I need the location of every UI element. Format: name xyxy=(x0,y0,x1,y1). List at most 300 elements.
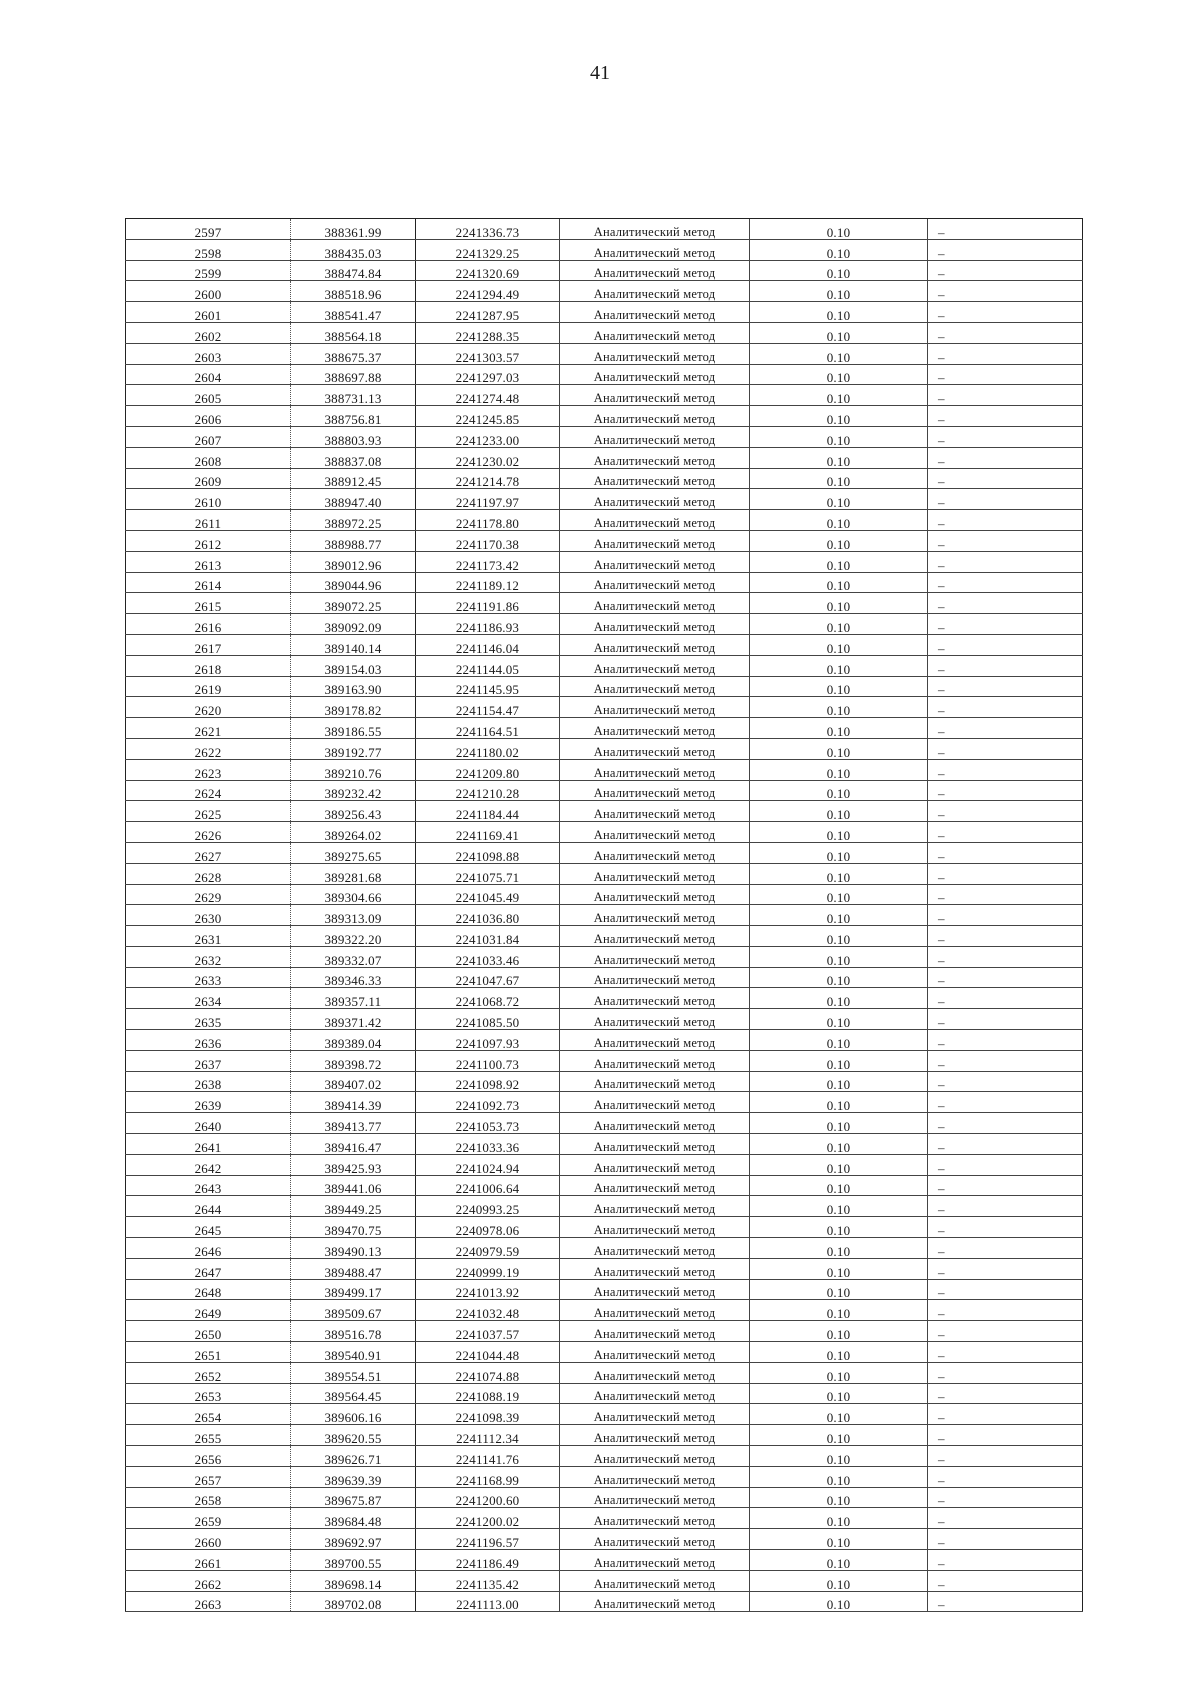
y-coordinate-cell: 2241112.34 xyxy=(416,1425,560,1446)
method-cell: Аналитический метод xyxy=(560,926,750,947)
table-row xyxy=(126,780,1083,801)
accuracy-cell: 0.10 xyxy=(750,1217,928,1238)
accuracy-cell: 0.10 xyxy=(750,1196,928,1217)
table-row xyxy=(126,1300,1083,1321)
point-number-cell: 2655 xyxy=(126,1425,291,1446)
point-number-cell: 2623 xyxy=(126,759,291,780)
accuracy-cell: 0.10 xyxy=(750,406,928,427)
y-coordinate-cell: 2241097.93 xyxy=(416,1030,560,1051)
x-coordinate-cell: 389178.82 xyxy=(291,697,416,718)
note-cell: – xyxy=(928,1217,1083,1238)
note-cell: – xyxy=(928,1258,1083,1279)
point-number-cell: 2625 xyxy=(126,801,291,822)
note-cell: – xyxy=(928,239,1083,260)
point-number-cell: 2662 xyxy=(126,1570,291,1591)
y-coordinate-cell: 2241085.50 xyxy=(416,1009,560,1030)
note-cell: – xyxy=(928,385,1083,406)
table-row xyxy=(126,343,1083,364)
accuracy-cell: 0.10 xyxy=(750,1466,928,1487)
table-row xyxy=(126,1175,1083,1196)
note-cell: – xyxy=(928,551,1083,572)
table-row xyxy=(126,1404,1083,1425)
note-cell: – xyxy=(928,1550,1083,1571)
accuracy-cell: 0.10 xyxy=(750,926,928,947)
note-cell: – xyxy=(928,863,1083,884)
method-cell: Аналитический метод xyxy=(560,530,750,551)
accuracy-cell: 0.10 xyxy=(750,510,928,531)
table-row xyxy=(126,260,1083,281)
note-cell: – xyxy=(928,842,1083,863)
method-cell: Аналитический метод xyxy=(560,593,750,614)
x-coordinate-cell: 389684.48 xyxy=(291,1508,416,1529)
note-cell: – xyxy=(928,530,1083,551)
accuracy-cell: 0.10 xyxy=(750,1446,928,1467)
accuracy-cell: 0.10 xyxy=(750,842,928,863)
y-coordinate-cell: 2241144.05 xyxy=(416,655,560,676)
y-coordinate-cell: 2241098.88 xyxy=(416,842,560,863)
note-cell: – xyxy=(928,967,1083,988)
table-row xyxy=(126,655,1083,676)
point-number-cell: 2615 xyxy=(126,593,291,614)
y-coordinate-cell: 2241088.19 xyxy=(416,1383,560,1404)
accuracy-cell: 0.10 xyxy=(750,1383,928,1404)
point-number-cell: 2659 xyxy=(126,1508,291,1529)
y-coordinate-cell: 2241294.49 xyxy=(416,281,560,302)
table-row xyxy=(126,1071,1083,1092)
table-row xyxy=(126,738,1083,759)
table-row xyxy=(126,1113,1083,1134)
note-cell: – xyxy=(928,614,1083,635)
y-coordinate-cell: 2241197.97 xyxy=(416,489,560,510)
table-row xyxy=(126,1383,1083,1404)
point-number-cell: 2641 xyxy=(126,1134,291,1155)
method-cell: Аналитический метод xyxy=(560,219,750,240)
table-row xyxy=(126,385,1083,406)
table-row xyxy=(126,1487,1083,1508)
table-row xyxy=(126,614,1083,635)
accuracy-cell: 0.10 xyxy=(750,489,928,510)
accuracy-cell: 0.10 xyxy=(750,1030,928,1051)
x-coordinate-cell: 389564.45 xyxy=(291,1383,416,1404)
y-coordinate-cell: 2241045.49 xyxy=(416,884,560,905)
x-coordinate-cell: 389441.06 xyxy=(291,1175,416,1196)
point-number-cell: 2645 xyxy=(126,1217,291,1238)
x-coordinate-cell: 389313.09 xyxy=(291,905,416,926)
method-cell: Аналитический метод xyxy=(560,1009,750,1030)
accuracy-cell: 0.10 xyxy=(750,801,928,822)
point-number-cell: 2611 xyxy=(126,510,291,531)
accuracy-cell: 0.10 xyxy=(750,1425,928,1446)
point-number-cell: 2660 xyxy=(126,1529,291,1550)
y-coordinate-cell: 2241245.85 xyxy=(416,406,560,427)
table-row xyxy=(126,239,1083,260)
method-cell: Аналитический метод xyxy=(560,1466,750,1487)
accuracy-cell: 0.10 xyxy=(750,572,928,593)
method-cell: Аналитический метод xyxy=(560,1321,750,1342)
accuracy-cell: 0.10 xyxy=(750,946,928,967)
x-coordinate-cell: 388518.96 xyxy=(291,281,416,302)
x-coordinate-cell: 388803.93 xyxy=(291,426,416,447)
method-cell: Аналитический метод xyxy=(560,697,750,718)
note-cell: – xyxy=(928,1425,1083,1446)
note-cell: – xyxy=(928,1050,1083,1071)
table-row xyxy=(126,1321,1083,1342)
table-row xyxy=(126,281,1083,302)
point-number-cell: 2616 xyxy=(126,614,291,635)
note-cell: – xyxy=(928,1362,1083,1383)
note-cell: – xyxy=(928,322,1083,343)
note-cell: – xyxy=(928,593,1083,614)
method-cell: Аналитический метод xyxy=(560,1508,750,1529)
table-row xyxy=(126,593,1083,614)
accuracy-cell: 0.10 xyxy=(750,468,928,489)
note-cell: – xyxy=(928,926,1083,947)
table-row xyxy=(126,801,1083,822)
point-number-cell: 2618 xyxy=(126,655,291,676)
x-coordinate-cell: 389072.25 xyxy=(291,593,416,614)
x-coordinate-cell: 388731.13 xyxy=(291,385,416,406)
y-coordinate-cell: 2241047.67 xyxy=(416,967,560,988)
method-cell: Аналитический метод xyxy=(560,1362,750,1383)
x-coordinate-cell: 389692.97 xyxy=(291,1529,416,1550)
accuracy-cell: 0.10 xyxy=(750,1321,928,1342)
point-number-cell: 2644 xyxy=(126,1196,291,1217)
y-coordinate-cell: 2241036.80 xyxy=(416,905,560,926)
accuracy-cell: 0.10 xyxy=(750,718,928,739)
y-coordinate-cell: 2241164.51 xyxy=(416,718,560,739)
accuracy-cell: 0.10 xyxy=(750,302,928,323)
y-coordinate-cell: 2241024.94 xyxy=(416,1154,560,1175)
x-coordinate-cell: 389371.42 xyxy=(291,1009,416,1030)
y-coordinate-cell: 2241230.02 xyxy=(416,447,560,468)
note-cell: – xyxy=(928,406,1083,427)
x-coordinate-cell: 389275.65 xyxy=(291,842,416,863)
point-number-cell: 2628 xyxy=(126,863,291,884)
point-number-cell: 2652 xyxy=(126,1362,291,1383)
point-number-cell: 2617 xyxy=(126,634,291,655)
x-coordinate-cell: 388972.25 xyxy=(291,510,416,531)
table-row xyxy=(126,364,1083,385)
x-coordinate-cell: 389163.90 xyxy=(291,676,416,697)
note-cell: – xyxy=(928,1446,1083,1467)
note-cell: – xyxy=(928,260,1083,281)
y-coordinate-cell: 2241336.73 xyxy=(416,219,560,240)
method-cell: Аналитический метод xyxy=(560,1092,750,1113)
x-coordinate-cell: 389407.02 xyxy=(291,1071,416,1092)
x-coordinate-cell: 389449.25 xyxy=(291,1196,416,1217)
x-coordinate-cell: 389256.43 xyxy=(291,801,416,822)
x-coordinate-cell: 389698.14 xyxy=(291,1570,416,1591)
method-cell: Аналитический метод xyxy=(560,1113,750,1134)
table-row xyxy=(126,468,1083,489)
accuracy-cell: 0.10 xyxy=(750,1092,928,1113)
accuracy-cell: 0.10 xyxy=(750,822,928,843)
method-cell: Аналитический метод xyxy=(560,842,750,863)
table-row xyxy=(126,634,1083,655)
method-cell: Аналитический метод xyxy=(560,1196,750,1217)
note-cell: – xyxy=(928,1300,1083,1321)
method-cell: Аналитический метод xyxy=(560,1342,750,1363)
accuracy-cell: 0.10 xyxy=(750,1404,928,1425)
table-row xyxy=(126,926,1083,947)
x-coordinate-cell: 389413.77 xyxy=(291,1113,416,1134)
method-cell: Аналитический метод xyxy=(560,614,750,635)
table-row xyxy=(126,1238,1083,1259)
point-number-cell: 2661 xyxy=(126,1550,291,1571)
table-row xyxy=(126,1446,1083,1467)
x-coordinate-cell: 389425.93 xyxy=(291,1154,416,1175)
accuracy-cell: 0.10 xyxy=(750,551,928,572)
accuracy-cell: 0.10 xyxy=(750,1258,928,1279)
y-coordinate-cell: 2241113.00 xyxy=(416,1591,560,1612)
accuracy-cell: 0.10 xyxy=(750,530,928,551)
accuracy-cell: 0.10 xyxy=(750,239,928,260)
method-cell: Аналитический метод xyxy=(560,634,750,655)
point-number-cell: 2599 xyxy=(126,260,291,281)
table-row xyxy=(126,988,1083,1009)
point-number-cell: 2639 xyxy=(126,1092,291,1113)
note-cell: – xyxy=(928,1279,1083,1300)
accuracy-cell: 0.10 xyxy=(750,364,928,385)
point-number-cell: 2607 xyxy=(126,426,291,447)
note-cell: – xyxy=(928,364,1083,385)
table-row xyxy=(126,1279,1083,1300)
accuracy-cell: 0.10 xyxy=(750,1071,928,1092)
table-row xyxy=(126,447,1083,468)
note-cell: – xyxy=(928,634,1083,655)
table-row xyxy=(126,946,1083,967)
accuracy-cell: 0.10 xyxy=(750,614,928,635)
point-number-cell: 2604 xyxy=(126,364,291,385)
point-number-cell: 2600 xyxy=(126,281,291,302)
x-coordinate-cell: 389092.09 xyxy=(291,614,416,635)
note-cell: – xyxy=(928,1030,1083,1051)
point-number-cell: 2656 xyxy=(126,1446,291,1467)
point-number-cell: 2651 xyxy=(126,1342,291,1363)
method-cell: Аналитический метод xyxy=(560,822,750,843)
accuracy-cell: 0.10 xyxy=(750,426,928,447)
x-coordinate-cell: 389470.75 xyxy=(291,1217,416,1238)
accuracy-cell: 0.10 xyxy=(750,1529,928,1550)
y-coordinate-cell: 2241031.84 xyxy=(416,926,560,947)
x-coordinate-cell: 389192.77 xyxy=(291,738,416,759)
x-coordinate-cell: 389232.42 xyxy=(291,780,416,801)
point-number-cell: 2650 xyxy=(126,1321,291,1342)
note-cell: – xyxy=(928,1092,1083,1113)
method-cell: Аналитический метод xyxy=(560,718,750,739)
y-coordinate-cell: 2241068.72 xyxy=(416,988,560,1009)
table-row xyxy=(126,759,1083,780)
accuracy-cell: 0.10 xyxy=(750,634,928,655)
table-row xyxy=(126,1134,1083,1155)
x-coordinate-cell: 388912.45 xyxy=(291,468,416,489)
x-coordinate-cell: 389639.39 xyxy=(291,1466,416,1487)
table-row xyxy=(126,697,1083,718)
x-coordinate-cell: 388435.03 xyxy=(291,239,416,260)
note-cell: – xyxy=(928,718,1083,739)
point-number-cell: 2642 xyxy=(126,1154,291,1175)
table-row xyxy=(126,967,1083,988)
method-cell: Аналитический метод xyxy=(560,1529,750,1550)
table-row xyxy=(126,302,1083,323)
point-number-cell: 2658 xyxy=(126,1487,291,1508)
accuracy-cell: 0.10 xyxy=(750,967,928,988)
point-number-cell: 2612 xyxy=(126,530,291,551)
accuracy-cell: 0.10 xyxy=(750,1342,928,1363)
note-cell: – xyxy=(928,1487,1083,1508)
table-row xyxy=(126,718,1083,739)
y-coordinate-cell: 2241044.48 xyxy=(416,1342,560,1363)
method-cell: Аналитический метод xyxy=(560,1217,750,1238)
point-number-cell: 2597 xyxy=(126,219,291,240)
point-number-cell: 2663 xyxy=(126,1591,291,1612)
table-row xyxy=(126,572,1083,593)
point-number-cell: 2636 xyxy=(126,1030,291,1051)
method-cell: Аналитический метод xyxy=(560,863,750,884)
y-coordinate-cell: 2241098.92 xyxy=(416,1071,560,1092)
method-cell: Аналитический метод xyxy=(560,1300,750,1321)
table-row xyxy=(126,1342,1083,1363)
y-coordinate-cell: 2241033.46 xyxy=(416,946,560,967)
note-cell: – xyxy=(928,1175,1083,1196)
table-row xyxy=(126,842,1083,863)
x-coordinate-cell: 389620.55 xyxy=(291,1425,416,1446)
note-cell: – xyxy=(928,1570,1083,1591)
note-cell: – xyxy=(928,697,1083,718)
note-cell: – xyxy=(928,1529,1083,1550)
point-number-cell: 2602 xyxy=(126,322,291,343)
x-coordinate-cell: 389154.03 xyxy=(291,655,416,676)
y-coordinate-cell: 2241146.04 xyxy=(416,634,560,655)
table-row xyxy=(126,1009,1083,1030)
x-coordinate-cell: 388675.37 xyxy=(291,343,416,364)
point-number-cell: 2633 xyxy=(126,967,291,988)
method-cell: Аналитический метод xyxy=(560,1383,750,1404)
point-number-cell: 2619 xyxy=(126,676,291,697)
note-cell: – xyxy=(928,281,1083,302)
method-cell: Аналитический метод xyxy=(560,489,750,510)
x-coordinate-cell: 389357.11 xyxy=(291,988,416,1009)
y-coordinate-cell: 2241033.36 xyxy=(416,1134,560,1155)
point-number-cell: 2643 xyxy=(126,1175,291,1196)
x-coordinate-cell: 389264.02 xyxy=(291,822,416,843)
table-row xyxy=(126,1258,1083,1279)
y-coordinate-cell: 2241154.47 xyxy=(416,697,560,718)
x-coordinate-cell: 389186.55 xyxy=(291,718,416,739)
table-row xyxy=(126,1425,1083,1446)
point-number-cell: 2622 xyxy=(126,738,291,759)
accuracy-cell: 0.10 xyxy=(750,780,928,801)
point-number-cell: 2637 xyxy=(126,1050,291,1071)
point-number-cell: 2646 xyxy=(126,1238,291,1259)
x-coordinate-cell: 388756.81 xyxy=(291,406,416,427)
method-cell: Аналитический метод xyxy=(560,1134,750,1155)
y-coordinate-cell: 2241329.25 xyxy=(416,239,560,260)
accuracy-cell: 0.10 xyxy=(750,1113,928,1134)
y-coordinate-cell: 2241013.92 xyxy=(416,1279,560,1300)
accuracy-cell: 0.10 xyxy=(750,738,928,759)
method-cell: Аналитический метод xyxy=(560,302,750,323)
y-coordinate-cell: 2241209.80 xyxy=(416,759,560,780)
x-coordinate-cell: 388564.18 xyxy=(291,322,416,343)
x-coordinate-cell: 389490.13 xyxy=(291,1238,416,1259)
point-number-cell: 2630 xyxy=(126,905,291,926)
method-cell: Аналитический метод xyxy=(560,364,750,385)
x-coordinate-cell: 388697.88 xyxy=(291,364,416,385)
accuracy-cell: 0.10 xyxy=(750,1362,928,1383)
y-coordinate-cell: 2241287.95 xyxy=(416,302,560,323)
note-cell: – xyxy=(928,1404,1083,1425)
note-cell: – xyxy=(928,219,1083,240)
point-number-cell: 2632 xyxy=(126,946,291,967)
method-cell: Аналитический метод xyxy=(560,1258,750,1279)
point-number-cell: 2601 xyxy=(126,302,291,323)
y-coordinate-cell: 2241189.12 xyxy=(416,572,560,593)
note-cell: – xyxy=(928,1342,1083,1363)
x-coordinate-cell: 389509.67 xyxy=(291,1300,416,1321)
method-cell: Аналитический метод xyxy=(560,385,750,406)
point-number-cell: 2635 xyxy=(126,1009,291,1030)
point-number-cell: 2605 xyxy=(126,385,291,406)
point-number-cell: 2621 xyxy=(126,718,291,739)
accuracy-cell: 0.10 xyxy=(750,988,928,1009)
note-cell: – xyxy=(928,572,1083,593)
x-coordinate-cell: 389044.96 xyxy=(291,572,416,593)
y-coordinate-cell: 2241196.57 xyxy=(416,1529,560,1550)
coordinates-table xyxy=(125,218,1083,1612)
accuracy-cell: 0.10 xyxy=(750,1154,928,1175)
note-cell: – xyxy=(928,1238,1083,1259)
x-coordinate-cell: 389210.76 xyxy=(291,759,416,780)
note-cell: – xyxy=(928,801,1083,822)
method-cell: Аналитический метод xyxy=(560,1487,750,1508)
note-cell: – xyxy=(928,1321,1083,1342)
method-cell: Аналитический метод xyxy=(560,572,750,593)
note-cell: – xyxy=(928,655,1083,676)
method-cell: Аналитический метод xyxy=(560,655,750,676)
method-cell: Аналитический метод xyxy=(560,1175,750,1196)
table-row xyxy=(126,1217,1083,1238)
point-number-cell: 2631 xyxy=(126,926,291,947)
table-row xyxy=(126,530,1083,551)
table-row xyxy=(126,1154,1083,1175)
x-coordinate-cell: 388541.47 xyxy=(291,302,416,323)
table-row xyxy=(126,1362,1083,1383)
x-coordinate-cell: 389675.87 xyxy=(291,1487,416,1508)
note-cell: – xyxy=(928,1071,1083,1092)
x-coordinate-cell: 389554.51 xyxy=(291,1362,416,1383)
method-cell: Аналитический метод xyxy=(560,510,750,531)
table-row xyxy=(126,551,1083,572)
y-coordinate-cell: 2241200.60 xyxy=(416,1487,560,1508)
y-coordinate-cell: 2241169.41 xyxy=(416,822,560,843)
table-row xyxy=(126,1092,1083,1113)
y-coordinate-cell: 2241210.28 xyxy=(416,780,560,801)
point-number-cell: 2609 xyxy=(126,468,291,489)
point-number-cell: 2608 xyxy=(126,447,291,468)
y-coordinate-cell: 2241180.02 xyxy=(416,738,560,759)
point-number-cell: 2647 xyxy=(126,1258,291,1279)
table-row xyxy=(126,1466,1083,1487)
method-cell: Аналитический метод xyxy=(560,759,750,780)
method-cell: Аналитический метод xyxy=(560,551,750,572)
note-cell: – xyxy=(928,302,1083,323)
x-coordinate-cell: 389281.68 xyxy=(291,863,416,884)
note-cell: – xyxy=(928,1508,1083,1529)
accuracy-cell: 0.10 xyxy=(750,863,928,884)
method-cell: Аналитический метод xyxy=(560,239,750,260)
y-coordinate-cell: 2241274.48 xyxy=(416,385,560,406)
